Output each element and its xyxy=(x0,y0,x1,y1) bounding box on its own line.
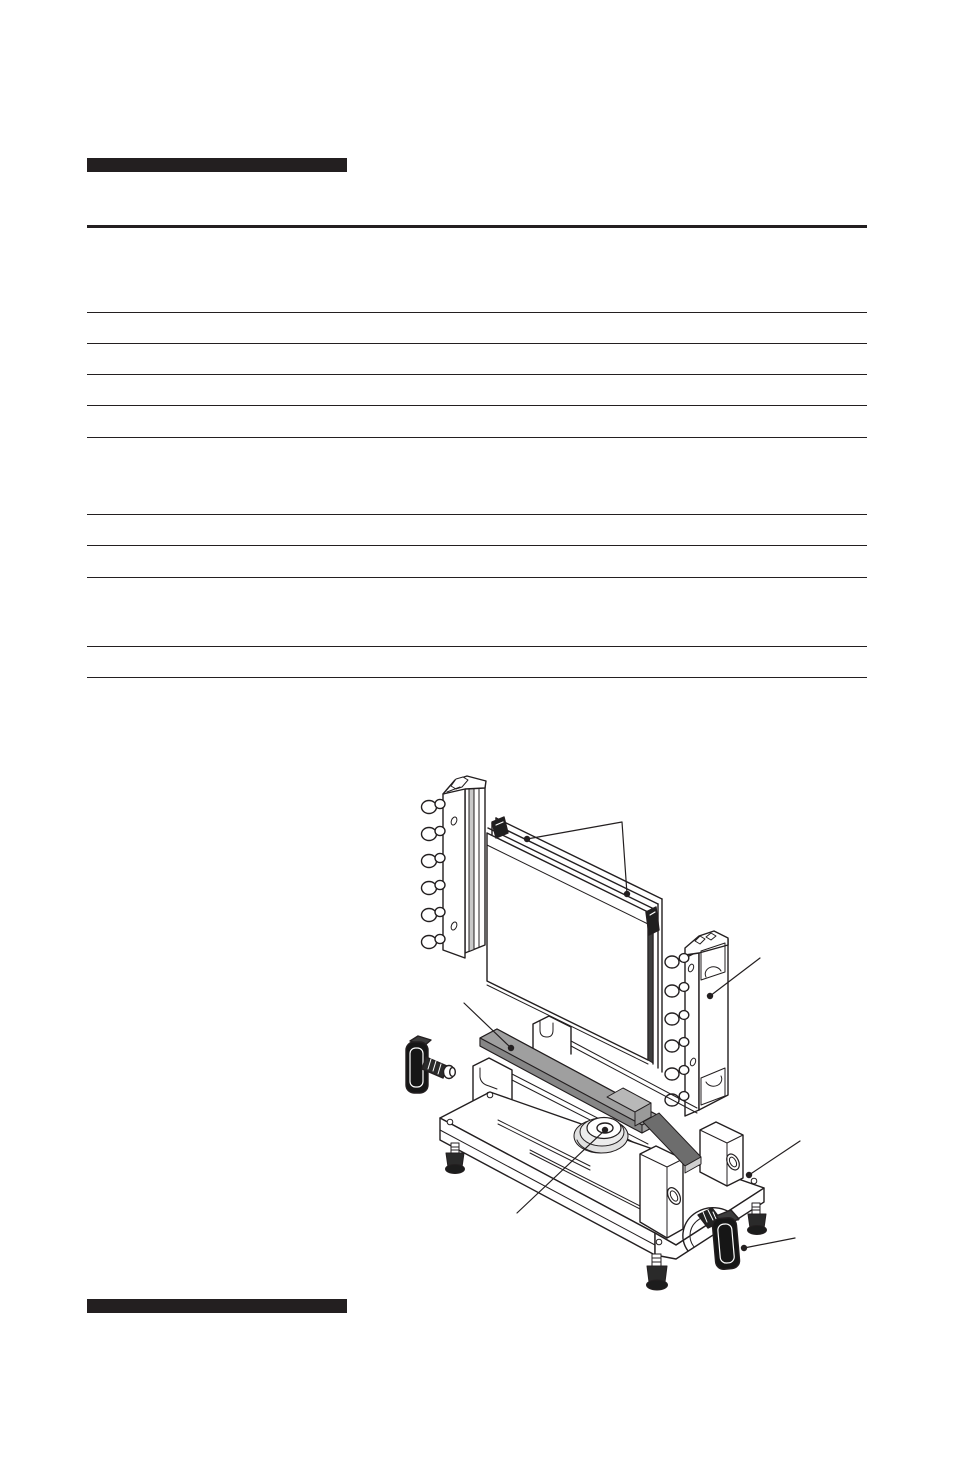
table-row-rule xyxy=(87,312,867,313)
callout-dot-right-clamp xyxy=(707,993,713,999)
table-row-rule xyxy=(87,405,867,406)
table-row-rule xyxy=(87,374,867,375)
table-row-rule xyxy=(87,437,867,438)
callout-line-base xyxy=(749,1141,800,1175)
callout-dot-glass-plates xyxy=(624,891,630,897)
table-row-rule xyxy=(87,577,867,578)
table-row-rule xyxy=(87,545,867,546)
leveling-cam xyxy=(574,1118,628,1154)
section-heading-bar-bottom xyxy=(87,1299,347,1313)
callout-dot-base xyxy=(746,1172,752,1178)
callout-dot-cam xyxy=(602,1127,608,1133)
callout-dot-spacer-bar xyxy=(508,1045,514,1051)
foot-front xyxy=(647,1254,668,1290)
base-front-tower xyxy=(640,1146,683,1238)
left-clamp xyxy=(422,776,487,958)
section-heading-bar-top xyxy=(87,158,347,172)
table-row-rule xyxy=(87,677,867,678)
glass-plates xyxy=(487,817,662,1072)
callout-dot-glass-plates xyxy=(524,836,530,842)
callout-line-clamp-knob xyxy=(744,1238,795,1248)
table-row-rule xyxy=(87,646,867,647)
clamp-knob-left xyxy=(406,1036,455,1093)
table-header-rule xyxy=(87,225,867,228)
figure-gel-caster-exploded-view xyxy=(380,765,840,1305)
callout-dot-clamp-knob xyxy=(741,1245,747,1251)
left-clamp-screws xyxy=(422,799,446,948)
table-row-rule xyxy=(87,343,867,344)
table-row-rule xyxy=(87,514,867,515)
right-clamp xyxy=(665,931,728,1116)
